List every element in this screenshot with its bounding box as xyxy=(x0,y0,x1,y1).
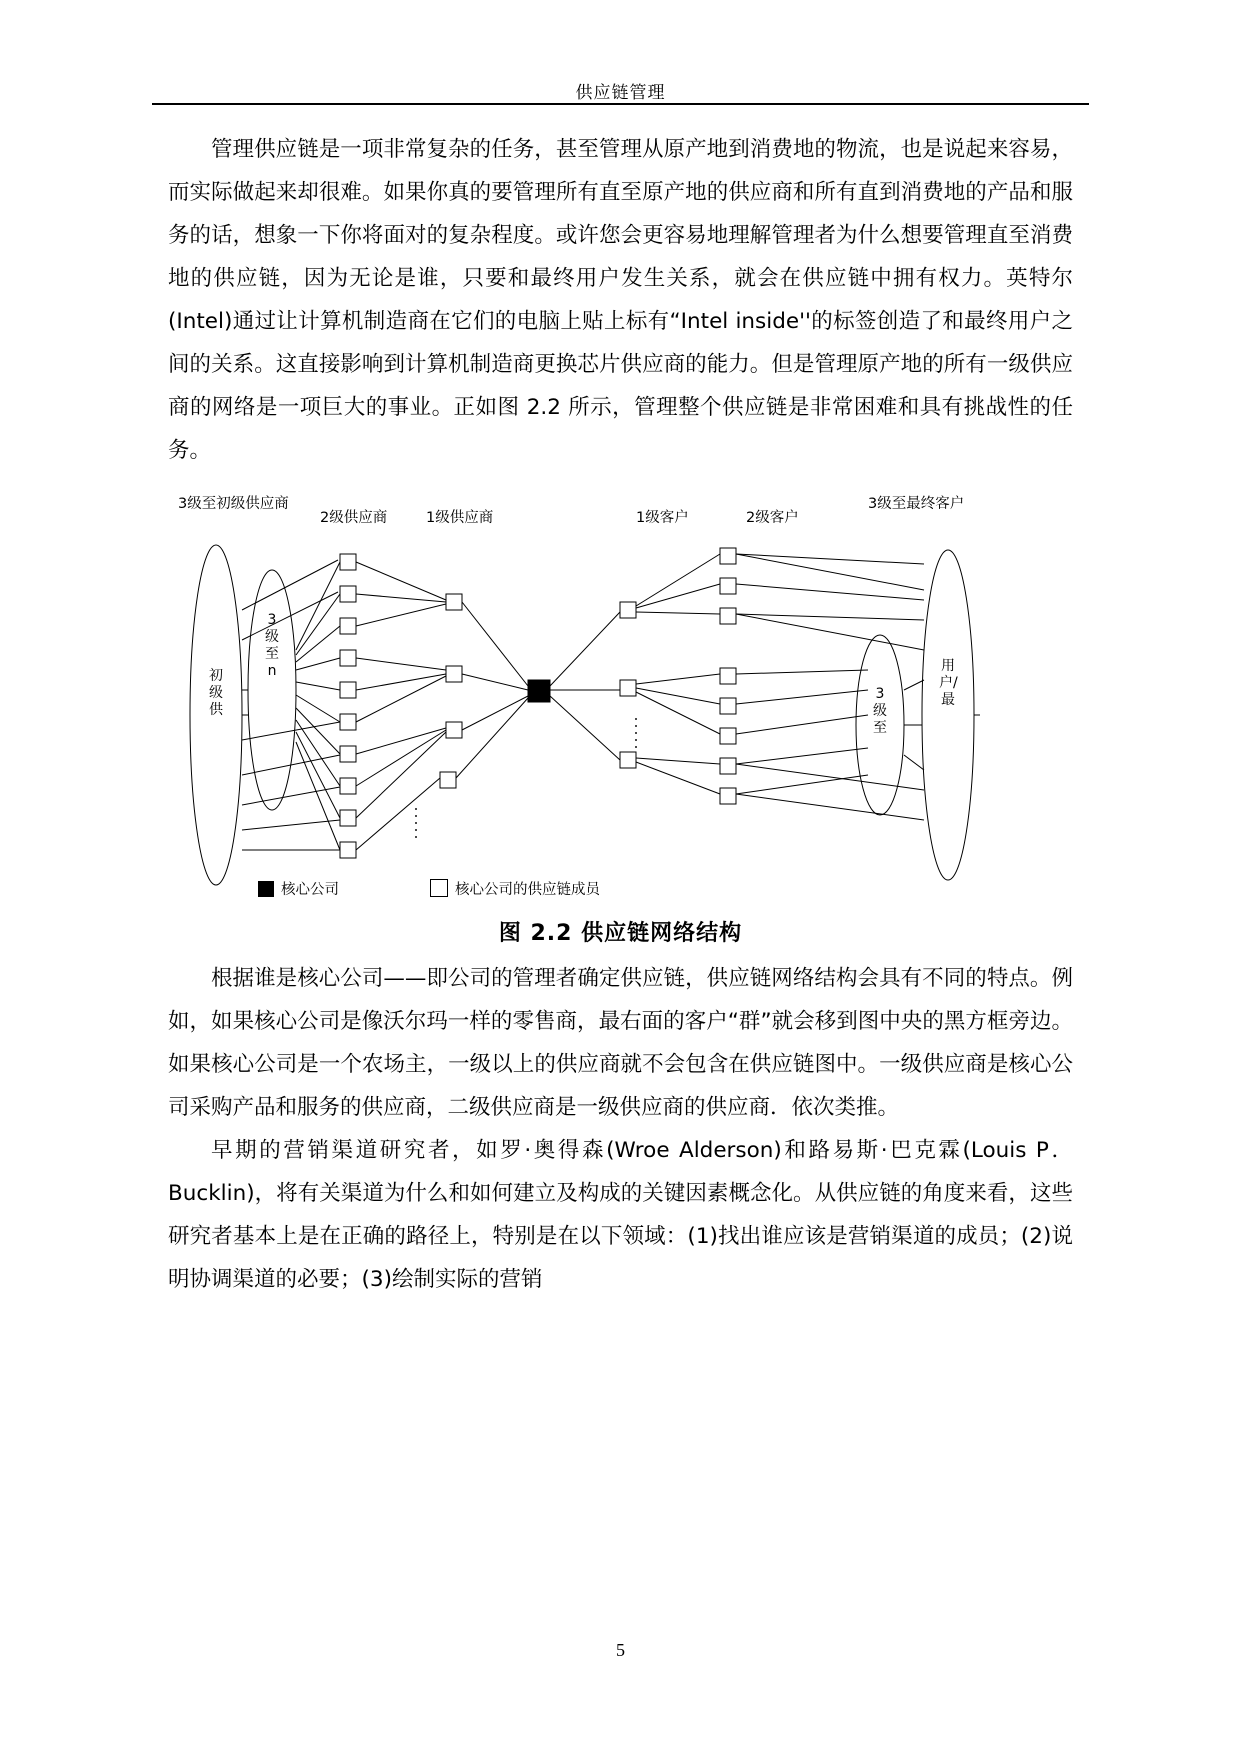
page-header: 供应链管理 xyxy=(575,83,666,103)
ellipse-label-tier3-to-n-supplier: 3级至n xyxy=(265,612,279,679)
paragraph-2: 根据谁是核心公司——即公司的管理者确定供应链，供应链网络结构会具有不同的特点。例如，如果核心公司是像沃尔玛一样的零售商，最右面的客户“群”就会移到图中央的黑方框旁边。如果核心公司是一个农场主，一级以上的供应商就不会包含在供应链图中。一级供应商是核心公司采购产品和服务的供应商，二级供应商是一级供应商的供应商．依次类推。 xyxy=(168,966,1073,1120)
legend-swatch-filled-icon xyxy=(258,881,274,897)
legend-focal-company-label: 核心公司 xyxy=(281,882,339,898)
figure-label-tier1-supplier: 1级供应商 xyxy=(426,510,494,526)
figure-caption: 图 2.2 供应链网络结构 xyxy=(498,921,743,946)
figure-label-tier3-final-customer: 3级至最终客户 xyxy=(868,496,965,512)
paragraph-3: 早期的营销渠道研究者，如罗·奥得森(Wroe Alderson)和路易斯·巴克霖(Louis P．Bucklin)，将有关渠道为什么和如何建立及构成的关键因素概念化。从供应链的角度来看，这些研究者基本上是在正确的路径上，特别是在以下领域：(1)找出谁应该是营销渠道的成员；(2)说明协调渠道的必要；(3)绘制实际的营销 xyxy=(168,1138,1073,1292)
ellipse-final-customer xyxy=(922,550,974,880)
page-number: 5 xyxy=(616,1640,625,1660)
page-content xyxy=(168,128,1073,1301)
legend-focal-company xyxy=(258,878,339,899)
figure-diagram xyxy=(168,490,1073,910)
ellipse-label-initial-supplier: 初级供 xyxy=(209,668,223,718)
legend-swatch-open-icon xyxy=(430,879,448,897)
paragraph-1: 管理供应链是一项非常复杂的任务，甚至管理从原产地到消费地的物流，也是说起来容易，而实际做起来却很难。如果你真的要管理所有直至原产地的供应商和所有直到消费地的产品和服务的话，想象一下你将面对的复杂程度。或许您会更容易地理解管理者为什么想要管理直至消费地的供应链，因为无论是谁，只要和最终用户发生关系，就会在供应链中拥有权力。英特尔(Intel)通过让计算机制造商在它们的电脑上贴上标有“Intel inside''的标签创造了和最终用户之间的关系。这直接影响到计算机制造商更换芯片供应商的能力。但是管理原产地的所有一级供应商的网络是一项巨大的事业。正如图 2.2 所示，管理整个供应链是非常困难和具有挑战性的任务。 xyxy=(168,137,1073,463)
figure-label-tier2-customer: 2级客户 xyxy=(746,510,799,526)
figure-label-tier2-supplier: 2级供应商 xyxy=(320,510,388,526)
legend-supply-chain-member xyxy=(430,878,600,899)
ellipse-tier3-to-n-supplier xyxy=(248,570,296,810)
header-divider xyxy=(152,103,1089,105)
ellipse-label-final-customer: 用户/最 xyxy=(939,658,958,708)
figure-supply-chain-network xyxy=(168,490,1073,910)
figure-label-tier3-initial-supplier: 3级至初级供应商 xyxy=(178,496,289,512)
focal-firm-box xyxy=(528,680,550,702)
ellipse-label-tier3-to-n-customer: 3级至 xyxy=(873,686,887,736)
figure-label-tier1-customer: 1级客户 xyxy=(636,510,689,526)
legend-supply-chain-member-label: 核心公司的供应链成员 xyxy=(455,882,600,898)
